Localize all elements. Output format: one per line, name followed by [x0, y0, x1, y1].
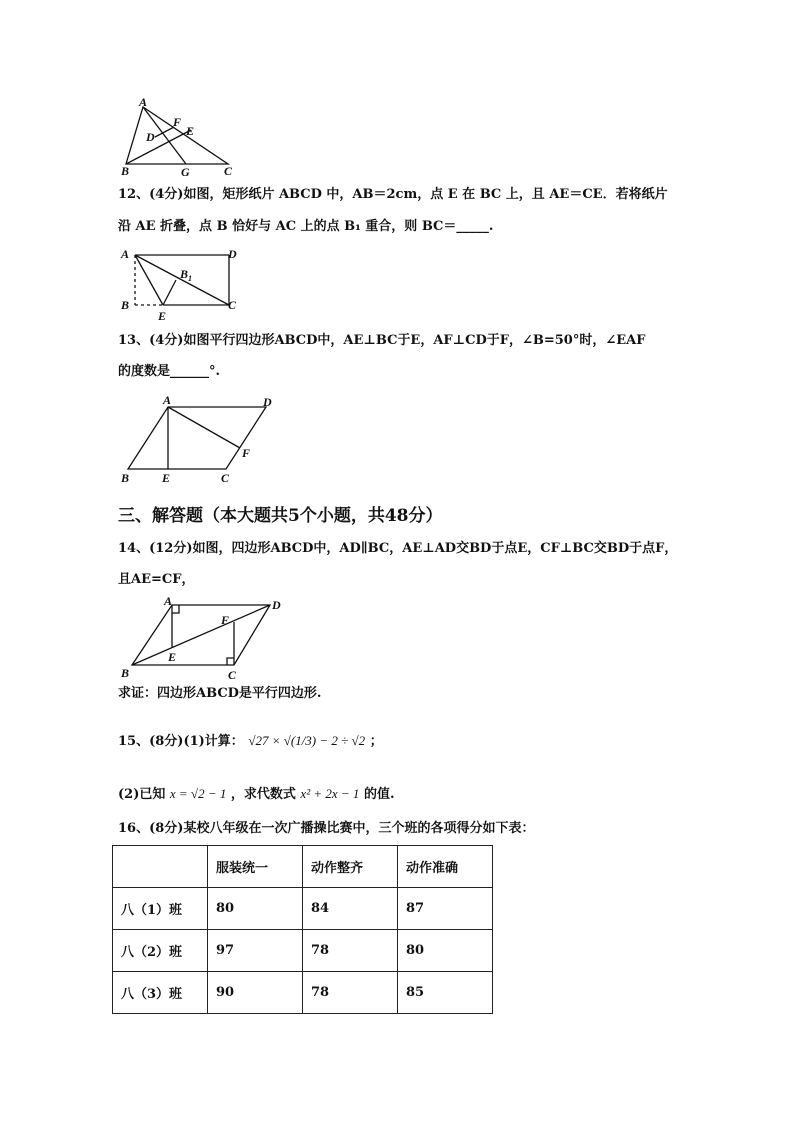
table-cell: 八（1）班 — [113, 888, 208, 930]
label-e: E — [168, 650, 177, 664]
figure-q12 — [118, 244, 248, 324]
label-c: C — [221, 471, 230, 485]
q15-part2-mid: ，求代数式 — [230, 787, 296, 802]
table-cell: 90 — [208, 972, 303, 1014]
table-row — [113, 930, 493, 972]
table-header-cell: 动作整齐 — [303, 846, 398, 888]
table-cell: 78 — [303, 930, 398, 972]
table-cell: 85 — [398, 972, 493, 1014]
label-c: C — [224, 164, 233, 178]
label-b: B — [121, 666, 130, 680]
label-b1: $B_1$ — [180, 267, 193, 283]
table-cell: 八（3）班 — [113, 972, 208, 1014]
label-d: D — [146, 130, 155, 144]
label-c: C — [228, 668, 237, 682]
q14-line2: 且AE=CF， — [118, 572, 195, 587]
label-d: D — [272, 598, 281, 612]
figure-q14 — [118, 593, 293, 685]
label-g: G — [181, 165, 190, 179]
label-b: B — [121, 298, 130, 312]
section-heading: 三、解答题（本大题共5个小题，共48分） — [118, 506, 443, 526]
label-a: A — [121, 247, 130, 261]
label-a: A — [164, 594, 173, 608]
label-f: F — [221, 613, 230, 627]
label-f: F — [242, 446, 251, 460]
figure-q13 — [118, 390, 288, 490]
table-header-cell: 服装统一 — [208, 846, 303, 888]
q15-part2-prefix: (2)已知 — [118, 787, 166, 802]
table-row — [113, 972, 493, 1014]
q15-part1-prefix: 15、(8分)(1)计算： — [118, 734, 244, 749]
q13-line2: 的度数是______°. — [118, 364, 221, 379]
q14-prove: 求证：四边形ABCD是平行四边形. — [118, 686, 322, 701]
q14-line1: 14、(12分)如图，四边形ABCD中，AD∥BC，AE⊥AD交BD于点E，CF⊥BC交BD于点F， — [118, 541, 678, 556]
q15-part2-suffix: 的值. — [363, 787, 395, 802]
q15-part1-suffix: ； — [369, 734, 383, 749]
score-table — [112, 845, 493, 1014]
label-b: B — [121, 164, 130, 178]
q15-part1 — [118, 733, 383, 750]
q15-part2 — [118, 786, 394, 803]
table-cell: 80 — [398, 930, 493, 972]
figure-q11 — [118, 98, 243, 180]
label-e: E — [186, 124, 195, 138]
q16-intro: 16、(8分)某校八年级在一次广播操比赛中，三个班的各项得分如下表： — [118, 821, 535, 836]
table-cell: 80 — [208, 888, 303, 930]
label-e: E — [158, 309, 167, 323]
label-d: D — [228, 247, 237, 261]
table-header-row — [113, 846, 493, 888]
label-a: A — [139, 98, 148, 109]
table-row — [113, 888, 493, 930]
q15-part2-expr: x² + 2x − 1 — [300, 786, 360, 801]
table-header-cell: 动作准确 — [398, 846, 493, 888]
q12-line1: 12、(4分)如图，矩形纸片 ABCD 中，AB＝2cm，点 E 在 BC 上，且 AE＝CE．若将纸片 — [118, 187, 668, 202]
q15-part2-given: x = √2 − 1 — [169, 786, 227, 801]
q13-line1: 13、(4分)如图平行四边形ABCD中，AE⊥BC于E，AF⊥CD于F，∠B=50°时，∠EAF — [118, 333, 646, 348]
table-cell: 97 — [208, 930, 303, 972]
table-header-cell — [113, 846, 208, 888]
label-a: A — [163, 393, 172, 407]
table-cell: 八（2）班 — [113, 930, 208, 972]
label-d: D — [263, 395, 272, 409]
table-cell: 78 — [303, 972, 398, 1014]
label-f: F — [173, 115, 182, 129]
q15-part1-expr: √27 × √(1/3) − 2 ÷ √2 — [248, 733, 366, 748]
label-c: C — [228, 298, 237, 312]
table-cell: 87 — [398, 888, 493, 930]
label-b: B — [121, 471, 130, 485]
q12-line2: 沿 AE 折叠，点 B 恰好与 AC 上的点 B₁ 重合，则 BC＝_____. — [118, 219, 494, 234]
label-e: E — [162, 471, 171, 485]
table-cell: 84 — [303, 888, 398, 930]
